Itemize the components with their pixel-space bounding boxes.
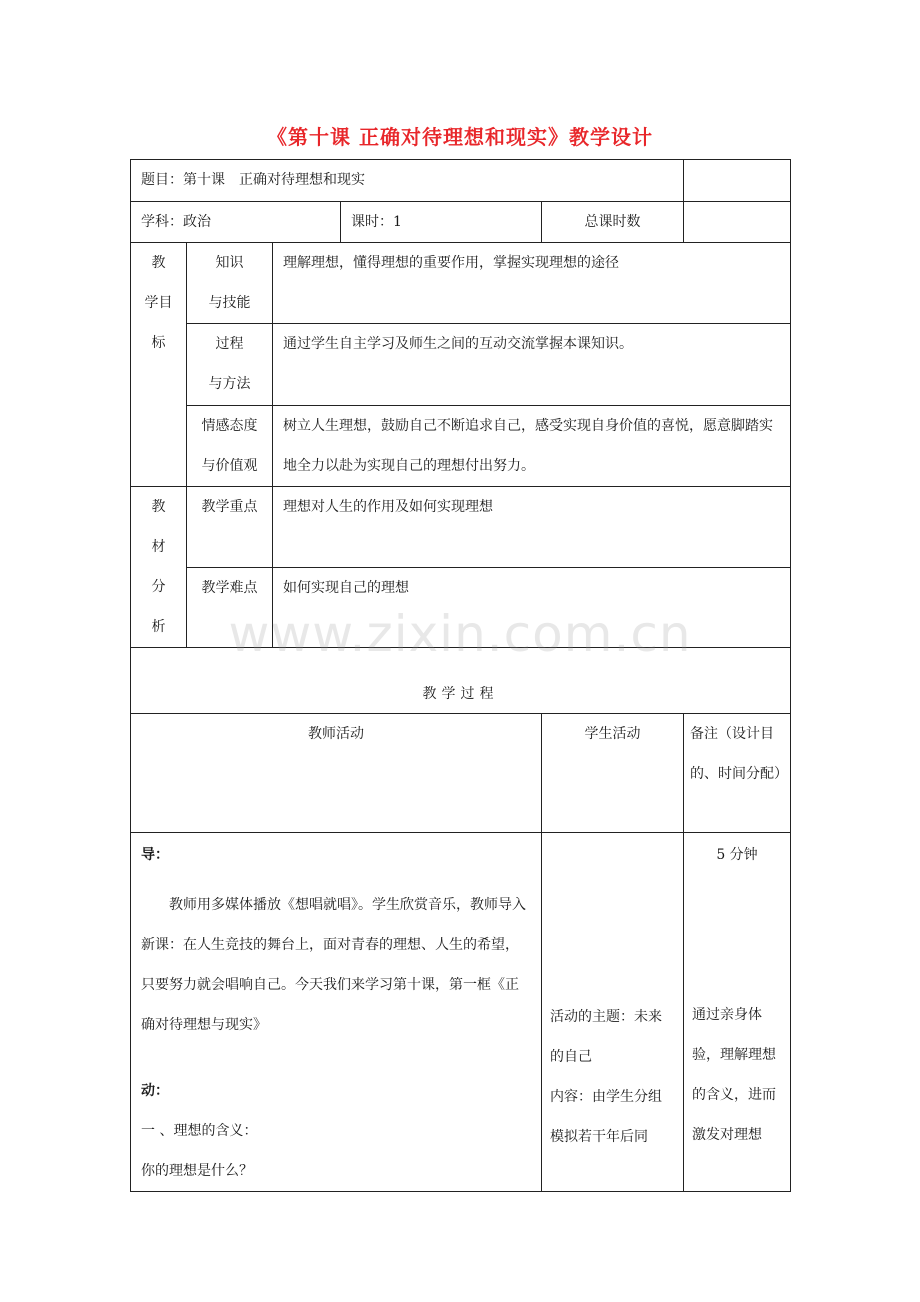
lesson-plan-table (130, 159, 791, 1192)
materials-label: 教 材 分 析 (131, 487, 187, 648)
design-purpose: 通过亲身体验，理解理想的含义，进而激发对理想 (692, 1007, 776, 1143)
objective-knowledge-label: 知识 与技能 (187, 243, 273, 324)
hours-cell: 课时：1 (341, 202, 542, 243)
item-ideal-meaning: 一 、理想的含义： (141, 1123, 258, 1139)
document-title: 《第十课 正确对待理想和现实》教学设计 (267, 125, 653, 149)
objective-knowledge-content: 理解理想，懂得理想的重要作用，掌握实现理想的途径 (273, 243, 791, 324)
total-hours-value (684, 202, 791, 243)
difficulty-label: 教学难点 (187, 568, 273, 648)
lead-text: 教师用多媒体播放《想唱就唱》。学生欣赏音乐，教师导入新课：在人生竞技的舞台上，面对青春的理想、人生的希望，只要努力就会唱响自己。今天我们来学习第十课，第一框《正确对待理想与现实》 (141, 897, 526, 1033)
time-allocation: 5 分钟 (716, 847, 758, 863)
key-point-content: 理想对人生的作用及如何实现理想 (273, 487, 791, 568)
total-hours-label: 总课时数 (542, 202, 684, 243)
subject-cell: 学科：政治 (131, 202, 341, 243)
activity-label: 动： (141, 1083, 169, 1099)
teacher-activity-content (131, 833, 542, 1192)
col-teacher-activity: 教师活动 (131, 714, 542, 833)
student-activity-content (542, 833, 684, 1192)
topic-blank-cell (684, 160, 791, 202)
student-theme: 活动的主题：未来的自己 (550, 1009, 662, 1065)
process-heading: 教学过程 (131, 648, 791, 714)
col-note: 备注（设计目的、时间分配） (684, 714, 791, 833)
key-point-label: 教学重点 (187, 487, 273, 568)
question-your-ideal: 你的理想是什么？ (141, 1163, 253, 1179)
note-content (684, 833, 791, 1192)
difficulty-content: 如何实现自己的理想 (273, 568, 791, 648)
col-student-activity: 学生活动 (542, 714, 684, 833)
objective-values-content: 树立人生理想，鼓励自己不断追求自己，感受实现自身价值的喜悦，愿意脚踏实地全力以赴为实现自己的理想付出努力。 (273, 406, 791, 487)
objective-process-content: 通过学生自主学习及师生之间的互动交流掌握本课知识。 (273, 324, 791, 406)
watermark: www.zixin.com.cn (228, 605, 692, 663)
lead-label: 导： (141, 847, 169, 863)
topic-cell: 题目：第十课 正确对待理想和现实 (131, 160, 684, 202)
student-content: 内容：由学生分组模拟若干年后同 (550, 1089, 662, 1145)
objective-process-label: 过程 与方法 (187, 324, 273, 406)
objectives-label: 教 学目 标 (131, 243, 187, 487)
objective-values-label: 情感态度 与价值观 (187, 406, 273, 487)
